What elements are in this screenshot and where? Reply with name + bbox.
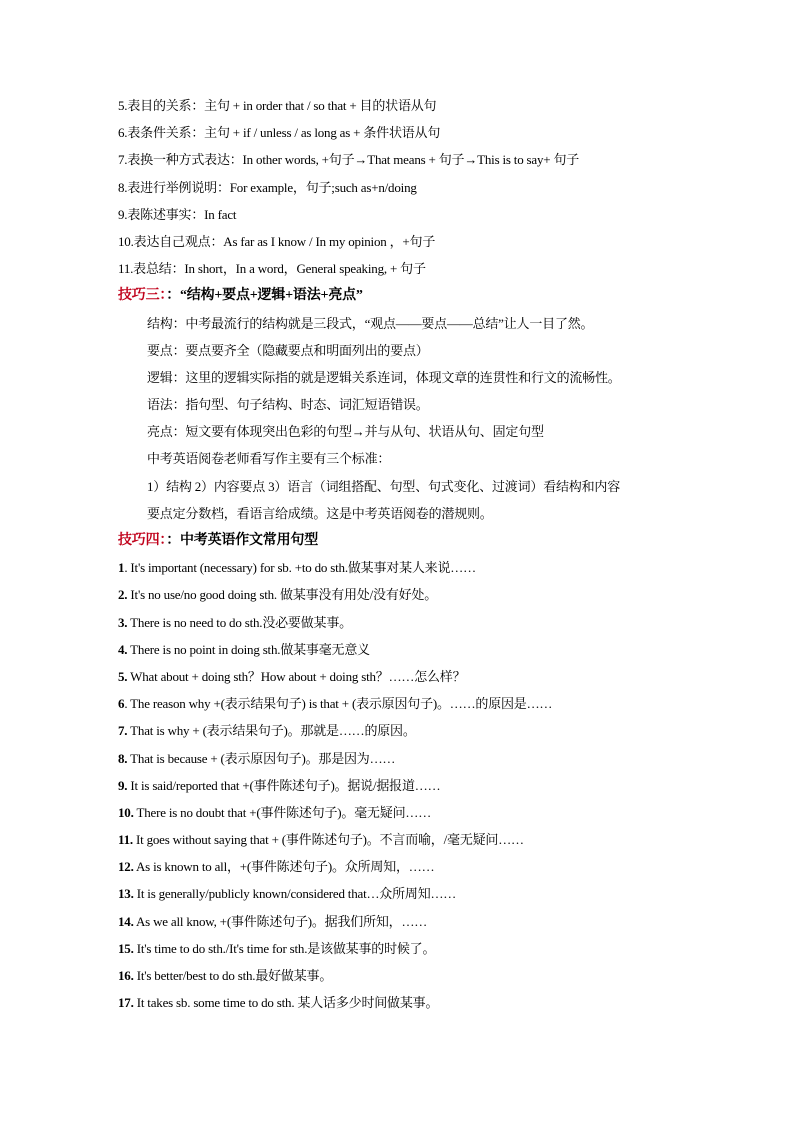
- item-number: 7.: [118, 723, 128, 739]
- item-text: It's time to do sth./It's time for sth.是该做某事的时候了。: [133, 940, 436, 956]
- list-item: 10.表达自己观点：As far as I know / In my opinion ，+句子: [118, 233, 436, 249]
- paragraph-line: 结构：中考最流行的结构就是三段式，“观点——要点——总结”让人一目了然。: [147, 315, 594, 331]
- item-number: 11.: [118, 832, 133, 848]
- list-item: [118, 989, 718, 1016]
- item-text: There is no need to do sth.没必要做某事。: [127, 614, 352, 630]
- list-item: [118, 826, 718, 853]
- list-item: [118, 554, 718, 581]
- item-text: It's no use/no good doing sth. 做某事没有用处/没有好处。: [127, 587, 438, 603]
- item-number: 10.: [118, 804, 134, 820]
- expression-list: [118, 92, 718, 282]
- item-number: 2.: [118, 587, 128, 603]
- list-item: [118, 772, 718, 799]
- paragraph-line: 亮点：短文要有体现突出色彩的句型→并与从句、状语从句、固定句型: [147, 424, 544, 440]
- list-item: 11.表总结：In short，In a word，General speaking, + 句子: [118, 261, 426, 277]
- document-page: [118, 92, 718, 1016]
- list-item: [118, 690, 718, 717]
- item-number: 3.: [118, 614, 128, 630]
- item-text: It's better/best to do sth.最好做某事。: [133, 968, 333, 983]
- list-item: [118, 717, 718, 744]
- tip3-title: ：“结构+要点+逻辑+语法+亮点”: [166, 288, 363, 304]
- list-item: [118, 581, 718, 608]
- paragraph-line: 逻辑：这里的逻辑实际指的就是逻辑关系连词，体现文章的连贯性和行文的流畅性。: [147, 369, 621, 385]
- item-number: 12.: [118, 859, 134, 875]
- item-text: . It's important (necessary) for sb. +to do sth.做某事对某人来说……: [124, 560, 476, 576]
- list-item: 6.表条件关系：主句 + if / unless / as long as + 条件状语从句: [118, 125, 441, 141]
- list-item: 9.表陈述事实：In fact: [118, 206, 237, 222]
- list-item: 8.表进行举例说明：For example，句子;such as+n/doing: [118, 179, 417, 195]
- list-item: [118, 636, 718, 663]
- item-number: 1: [118, 560, 125, 576]
- list-item: 5.表目的关系：主句 + in order that / so that + 目的状语从句: [118, 98, 437, 113]
- item-text: That is because + (表示原因句子)。那是因为……: [127, 750, 396, 766]
- list-item: [118, 935, 718, 962]
- list-item: [118, 853, 718, 880]
- list-item: 7.表换一种方式表达：In other words, +句子→That means + 句子→This is to say+ 句子: [118, 152, 580, 168]
- item-number: 9.: [118, 777, 128, 793]
- item-number: 15.: [118, 940, 134, 956]
- item-text: As we all know, +(事件陈述句子)。据我们所知，……: [133, 913, 428, 929]
- section-heading-tip3: [118, 282, 718, 309]
- list-item: [118, 799, 718, 826]
- tip4-title: ：中考英语作文常用句型: [166, 533, 319, 548]
- list-item: [118, 663, 718, 690]
- tip3-body: [118, 310, 718, 528]
- paragraph-line: 要点定分数档，看语言给成绩。这是中考英语阅卷的潜规则。: [147, 505, 493, 521]
- tip4-tag: 技巧四：: [118, 533, 167, 548]
- item-number: 4.: [118, 641, 128, 657]
- item-text: There is no point in doing sth.做某事毫无意义: [127, 641, 370, 657]
- paragraph-line: 要点：要点要齐全（隐藏要点和明面列出的要点）: [147, 342, 429, 358]
- list-item: [118, 880, 718, 907]
- tip3-tag: 技巧三：: [118, 288, 167, 304]
- paragraph-line: 1）结构 2）内容要点 3）语言（词组搭配、句型、句式变化、过渡词）看结构和内容: [147, 478, 621, 494]
- item-text: It goes without saying that + (事件陈述句子)。不言而喻，/毫无疑问……: [132, 832, 524, 848]
- item-text: It is said/reported that +(事件陈述句子)。据说/据报道……: [127, 777, 441, 793]
- item-text: There is no doubt that +(事件陈述句子)。毫无疑问……: [133, 804, 431, 820]
- pattern-list: [118, 554, 718, 1016]
- item-text: That is why + (表示结果句子)。那就是……的原因。: [127, 723, 416, 739]
- item-number: 16.: [118, 968, 134, 983]
- paragraph-line: 中考英语阅卷老师看写作主要有三个标准：: [147, 451, 391, 467]
- item-number: 14.: [118, 913, 134, 929]
- item-number: 13.: [118, 886, 134, 902]
- item-number: 6: [118, 696, 125, 712]
- section-heading-tip4: [118, 527, 718, 554]
- item-text: It takes sb. some time to do sth. 某人话多少时间做某事。: [133, 995, 439, 1011]
- item-number: 17.: [118, 995, 134, 1011]
- item-text: As is known to all，+(事件陈述句子)。众所周知，……: [133, 859, 435, 875]
- list-item: [118, 908, 718, 935]
- item-number: 8.: [118, 750, 128, 766]
- paragraph-line: 语法：指句型、句子结构、时态、词汇短语错误。: [147, 397, 429, 413]
- list-item: [118, 745, 718, 772]
- list-item: [118, 609, 718, 636]
- item-text: . The reason why +(表示结果句子) is that + (表示原因句子)。……的原因是……: [124, 696, 553, 712]
- item-text: What about + doing sth？How about + doing sth？……怎么样？: [127, 668, 466, 684]
- item-number: 5.: [118, 668, 128, 684]
- item-text: It is generally/publicly known/considered that…众所周知……: [133, 886, 457, 902]
- list-item: [118, 962, 718, 989]
